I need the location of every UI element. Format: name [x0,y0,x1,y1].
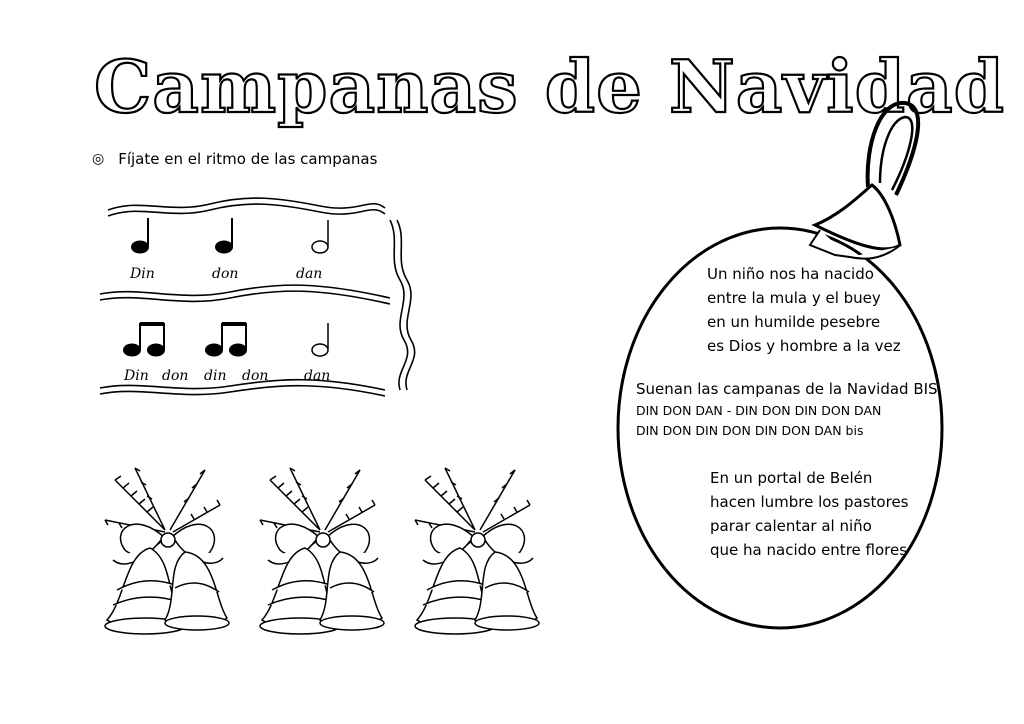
stanza1-line-4: es Dios y hombre a la vez [707,337,901,355]
syllable-din: Din [130,266,155,282]
rhythm-panel [100,190,420,410]
syllable-don: don [212,266,239,282]
chorus-line-1: Suenan las campanas de la Navidad BIS [636,380,938,398]
chorus-line-2: DIN DON DAN - DIN DON DIN DON DAN [636,403,882,418]
stanza2-line-1: En un portal de Belén [710,469,873,487]
stanza1-line-2: entre la mula y el buey [707,289,881,307]
title-text: Campanas de Navidad [94,44,1005,129]
bell-icon-3 [415,468,539,634]
bells-illustration [95,460,555,640]
syllable-dan: dan [296,266,323,282]
row2-notes [123,323,328,357]
chorus-line-3: DIN DON DIN DON DIN DON DAN bis [636,423,864,438]
stanza2-line-2: hacen lumbre los pastores [710,493,909,511]
instruction [92,150,377,168]
instruction-text: Fíjate en el ritmo de las campanas [118,150,378,168]
syllable-din-3: din [204,368,227,384]
bell-icon-2 [260,468,384,634]
stanza1-line-3: en un humilde pesebre [707,313,881,331]
syllable-don-2: don [162,368,189,384]
stanza1-line-1: Un niño nos ha nacido [707,265,874,283]
syllable-dan-2: dan [304,368,331,384]
poem [610,95,955,640]
row1-notes [131,218,328,254]
stanza2-line-4: que ha nacido entre flores [710,541,908,559]
syllable-din-2: Din [124,368,149,384]
bullet-icon: ◎ [92,151,105,167]
stanza2-line-3: parar calentar al niño [710,517,872,535]
bell-icon-1 [105,468,229,634]
syllable-don-3: don [242,368,269,384]
